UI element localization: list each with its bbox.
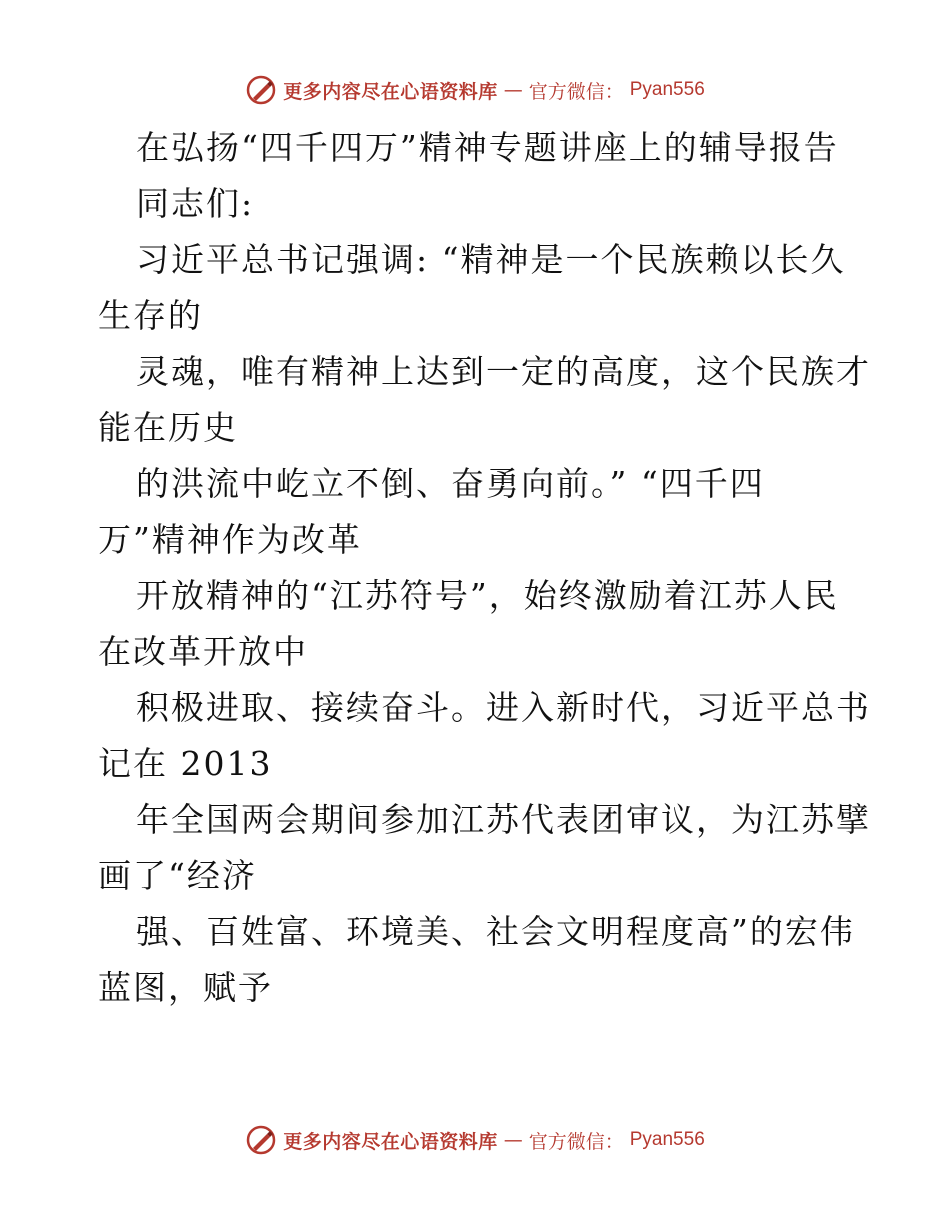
document-body — [98, 120, 871, 1016]
header-banner-inner — [245, 74, 705, 106]
banner-wechat-id: Pyan556 — [629, 79, 705, 100]
banner-wechat-id: Pyan556 — [629, 1129, 705, 1150]
text-line: 记在 2013 — [98, 744, 273, 783]
header-banner — [0, 70, 950, 110]
text-line: 开放精神的“江苏符号”，始终激励着江苏人民 — [136, 576, 839, 615]
footer-banner-inner — [245, 1124, 705, 1156]
text-line: 年全国两会期间参加江苏代表团审议，为江苏擘 — [136, 800, 871, 839]
text-line: 同志们: — [136, 184, 255, 223]
text-line: 强、百姓富、环境美、社会文明程度高”的宏伟 — [136, 912, 855, 951]
text-line: 蓝图，赋予 — [98, 968, 273, 1007]
text-line: 生存的 — [98, 296, 203, 335]
text-line: 的洪流中屹立不倒、奋勇向前。” “四千四 — [136, 464, 765, 503]
footer-banner — [0, 1120, 950, 1160]
text-line: 万”精神作为改革 — [98, 520, 362, 559]
text-line: 灵魂，唯有精神上达到一定的高度，这个民族才 — [136, 352, 871, 391]
banner-text: 更多内容尽在心语资料库 — [283, 1130, 498, 1153]
text-line: 画了“经济 — [98, 856, 257, 895]
text-line: 习近平总书记强调: “精神是一个民族赖以长久 — [136, 240, 846, 279]
banner-wechat-label: 官方微信： — [528, 1130, 624, 1153]
banner-dash: — — [503, 1129, 523, 1151]
banner-dash: — — [503, 79, 523, 101]
banner-wechat-label: 官方微信： — [528, 80, 624, 103]
pen-logo-icon — [245, 74, 277, 106]
text-line: 在改革开放中 — [98, 632, 308, 671]
pen-logo-icon — [245, 1124, 277, 1156]
text-line: 积极进取、接续奋斗。进入新时代，习近平总书 — [136, 688, 871, 727]
document-title: 在弘扬“四千四万”精神专题讲座上的辅导报告 — [136, 128, 839, 167]
banner-text: 更多内容尽在心语资料库 — [283, 80, 498, 103]
text-line: 能在历史 — [98, 408, 238, 447]
